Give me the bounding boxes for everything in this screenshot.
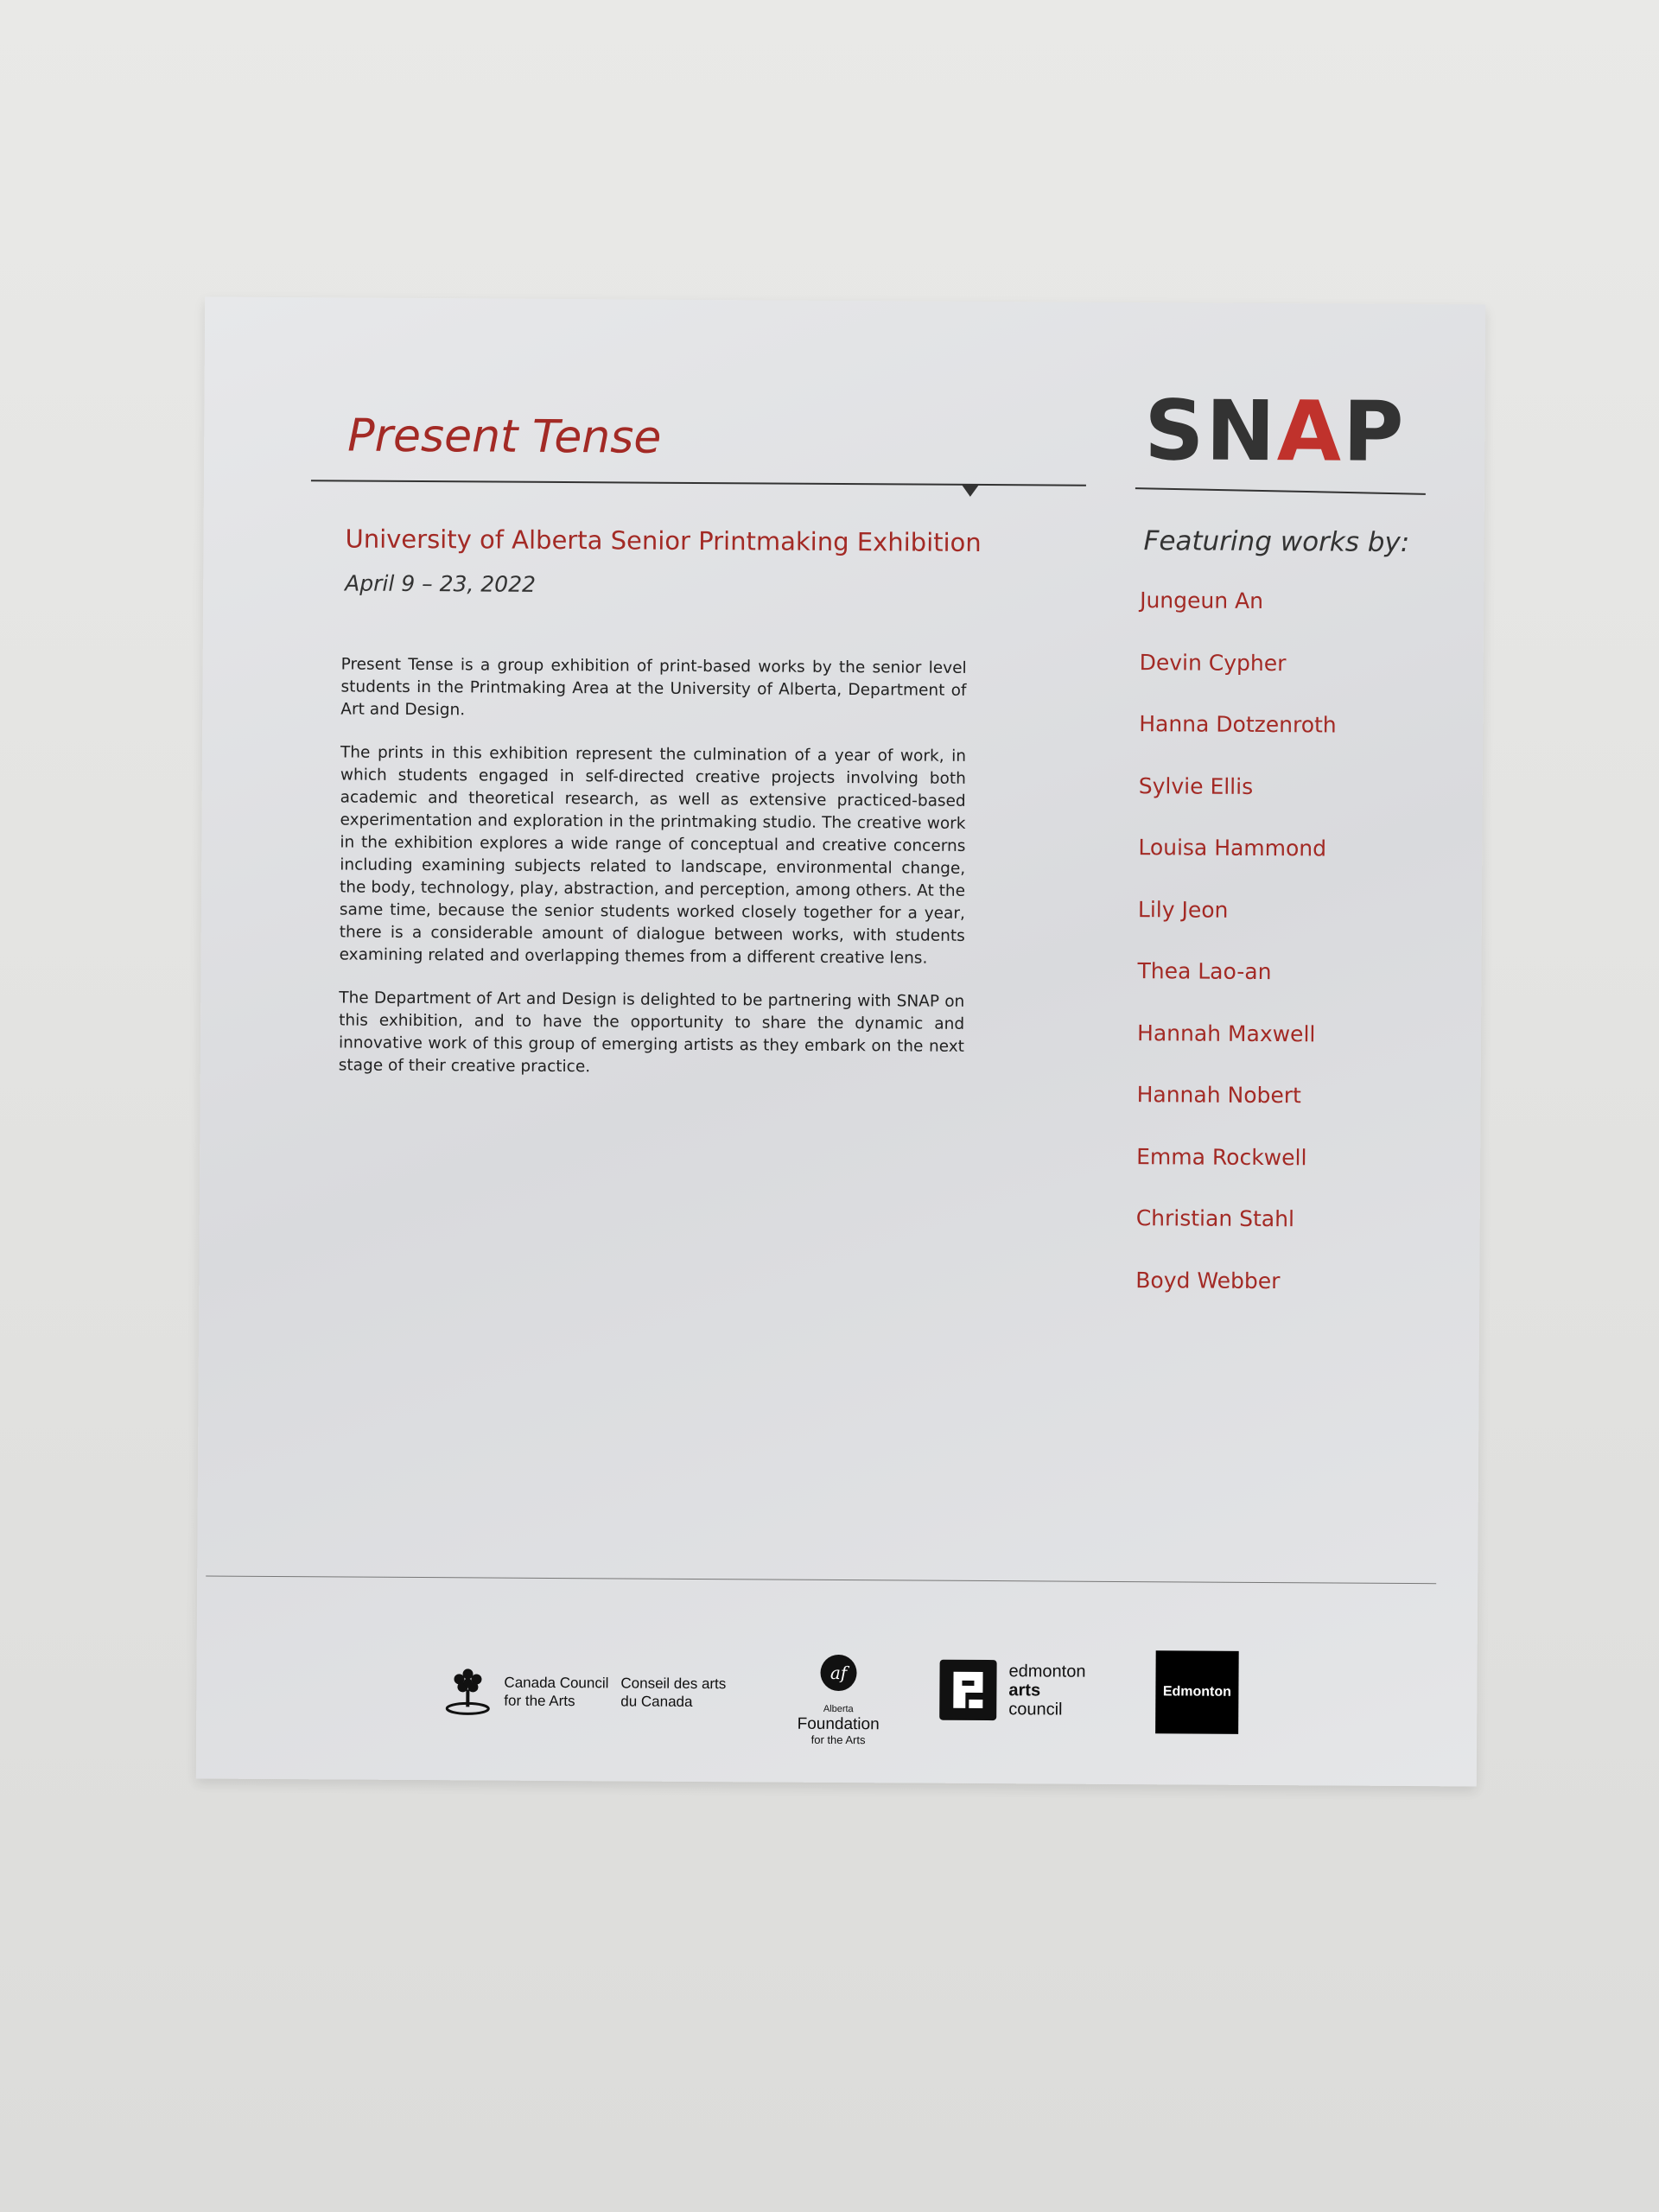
- eac-mark-icon: [939, 1660, 996, 1720]
- canada-council-en-line: for the Arts: [504, 1692, 575, 1710]
- artist-list: [1135, 588, 1338, 1330]
- artist-name: Christian Stahl: [1135, 1205, 1295, 1232]
- footer-divider: [206, 1576, 1436, 1585]
- edmonton-arts-council-logo: [939, 1660, 1085, 1721]
- eac-text-line: arts: [1008, 1681, 1041, 1700]
- canada-council-logo: [443, 1665, 726, 1719]
- artist-name: Devin Cypher: [1139, 649, 1287, 676]
- artist-name: Emma Rockwell: [1136, 1143, 1307, 1170]
- artist-name: Jungeun An: [1140, 588, 1264, 613]
- exhibition-subtitle: University of Alberta Senior Printmaking Exhibition: [345, 524, 982, 557]
- eac-text-line: council: [1008, 1700, 1063, 1719]
- alberta-foundation-logo: [791, 1654, 887, 1749]
- eac-text-line: edmonton: [1008, 1662, 1086, 1681]
- snap-logo-accent: A: [1276, 383, 1344, 480]
- svg-text:af: af: [830, 1662, 848, 1684]
- artist-name: Sylvie Ellis: [1138, 772, 1254, 799]
- canada-council-fr-line: du Canada: [620, 1693, 693, 1710]
- afa-small-text: Alberta: [823, 1703, 854, 1715]
- afa-monogram-icon: [819, 1654, 857, 1692]
- afa-main-text: Foundation: [797, 1714, 880, 1734]
- edmonton-logo: Edmonton: [1155, 1650, 1239, 1734]
- exhibition-dates: April 9 – 23, 2022: [345, 570, 537, 597]
- artist-name: Hannah Maxwell: [1136, 1020, 1316, 1046]
- sponsor-logos: [196, 1644, 1478, 1747]
- exhibition-poster: [196, 296, 1485, 1786]
- afa-text: [791, 1701, 886, 1749]
- description-paragraph: The Department of Art and Design is delighted to be partnering with SNAP on this exhibition, and to have the opportunity to share the dynamic and innovative work of this group of emerging artists as they embark on the next stage of their creative practice.: [338, 988, 965, 1077]
- artist-name: Hannah Nobert: [1136, 1082, 1301, 1109]
- logo-rule: [1135, 487, 1426, 495]
- artist-name: Thea Lao-an: [1137, 958, 1272, 985]
- artist-name: Louisa Hammond: [1138, 835, 1327, 861]
- eac-text: [1008, 1662, 1085, 1719]
- tree-icon: [443, 1665, 492, 1717]
- rule-pointer-icon: [962, 485, 979, 497]
- poster-title: Present Tense: [347, 410, 662, 464]
- snap-logo: [1143, 382, 1406, 480]
- description-paragraph: The prints in this exhibition represent the culmination of a year of work, in which students engaged in self-directed creative projects involving both academic and theoretical research, as well as extensive practiced-based experimentation and exploration in the printmaking studio. The creative work in the exhibition explores a wide range of conceptual and creative concerns including examining subjects related to landscape, environmental change, the body, technology, play, abstraction, and perception, among others. At the same time, because the senior students worked closely together for a year, there is a considerable amount of dialogue between works, with students examining related and overlapping themes from a different creative lens.: [339, 743, 967, 968]
- artist-name: Boyd Webber: [1135, 1267, 1281, 1294]
- snap-logo-part: SN: [1143, 382, 1278, 480]
- canada-council-fr-line: Conseil des arts: [620, 1675, 727, 1693]
- canada-council-fr: [620, 1674, 726, 1711]
- artist-name: Hanna Dotzenroth: [1139, 711, 1337, 738]
- canada-council-en-line: Canada Council: [504, 1674, 609, 1692]
- canada-council-en: [504, 1674, 608, 1711]
- description-text: [339, 653, 967, 1101]
- artist-name: Lily Jeon: [1137, 896, 1229, 923]
- featuring-label: Featuring works by:: [1143, 525, 1410, 559]
- snap-logo-part: P: [1342, 383, 1406, 480]
- description-paragraph: Present Tense is a group exhibition of print-based works by the senior level students in the Printmaking Area at the University of Alberta, Department of Art and Design.: [340, 655, 967, 720]
- afa-sub-text: for the Arts: [810, 1732, 866, 1747]
